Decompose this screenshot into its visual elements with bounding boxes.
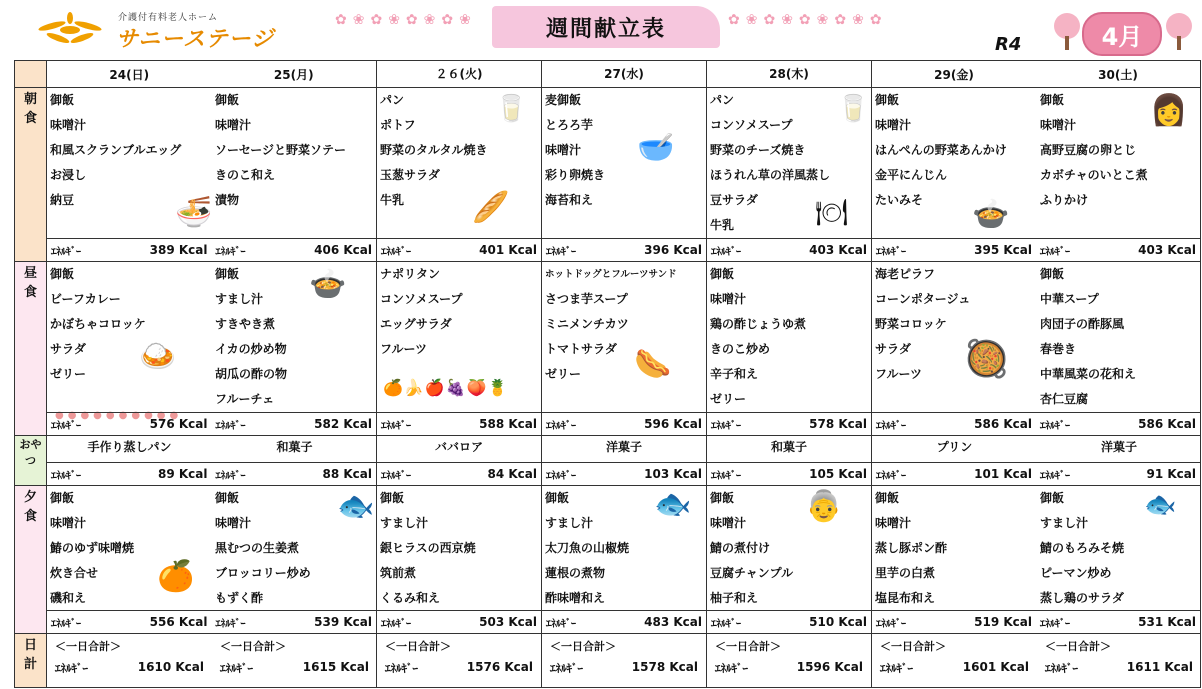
dish: フルーチェ [215,392,275,406]
lunch-cell [377,262,542,436]
dish: 御飯 [710,491,735,505]
lunch-cell-pair [47,262,377,436]
total-caption: ＜一日合計＞ [55,640,121,653]
dish: 中華風菜の花和え [1040,367,1137,381]
lunch-cell [542,262,707,436]
dish: すまし汁 [1040,516,1089,530]
dish: すきやき煮 [215,317,276,331]
dinner-cell [707,486,872,634]
dish: イカの炒め物 [215,342,287,356]
dish: 蒸し鶏のサラダ [1040,591,1124,605]
snack-label: おや つ [15,436,47,486]
dish: 里芋の白煮 [875,566,936,580]
dish: 味噌汁 [50,118,87,132]
dish: ナポリタン [380,267,441,281]
dish: 海老ピラフ [875,267,936,281]
dish: 辛子和え [710,367,759,381]
dish: 御飯 [50,93,75,107]
total-energy: ｴﾈﾙｷﾞｰ 1610 Kcal [55,660,204,675]
day-header-row [15,61,1201,88]
dish: 金平にんじん [875,168,948,182]
energy-row: ｴﾈﾙｷﾞｰ 403 Kcal [707,238,871,261]
total-cell [377,634,542,688]
milk-icon: 🥛 [837,94,870,124]
dish: 御飯 [545,491,570,505]
dish: 御飯 [215,267,240,281]
total-caption: ＜一日合計＞ [880,640,946,653]
page-title: 週間献立表 [492,6,720,48]
snack-name: 洋菓子 [1100,440,1137,454]
dish: はんぺんの野菜あんかけ [875,143,1007,157]
dish: 塩昆布和え [875,591,936,605]
dish: ポトフ [380,118,416,132]
energy-row: ｴﾈﾙｷﾞｰ 483 Kcal [542,610,706,633]
day-label: 24(日) [109,67,150,82]
snack-name: プリン [936,440,973,454]
dish: 漬物 [215,193,240,207]
snack-cell-pair [872,436,1201,486]
sun-logo-icon [30,12,110,48]
ankake-icon: 🍲 [972,197,1010,232]
day-label: 25(月) [273,67,314,82]
dish: ソーセージと野菜ソテー [215,143,347,157]
dish: 玉葱サラダ [380,168,440,182]
dish: 野菜のタルタル焼き [380,143,488,157]
snack-cell-pair [47,436,377,486]
dinner-cell [542,486,707,634]
energy-row: ｴﾈﾙｷﾞｰ 401 Kcal [377,238,541,261]
dish: ホットドッグとフルーツサンド [545,269,677,280]
dish: すまし汁 [380,516,429,530]
dinner-label: 夕 食 [15,486,47,634]
dish: 味噌汁 [50,516,87,530]
energy-row: ｴﾈﾙｷﾞｰ 89 Kcal ｴﾈﾙｷﾞｰ 88 Kcal [47,462,376,485]
total-caption: ＜一日合計＞ [715,640,781,653]
fish-icon: 🐟 [1144,490,1177,520]
total-cell-pair [872,634,1201,688]
dish: 胡瓜の酢の物 [215,367,288,381]
dish: 味噌汁 [875,118,912,132]
dish: すまし汁 [215,292,264,306]
dish: ビーフカレー [50,292,121,306]
dish: 中華スープ [1040,292,1099,306]
dish: ゼリー [50,367,87,381]
cherry-tree-icon [1162,12,1196,50]
pilaf-plate-icon: 🥘 [964,339,1009,380]
dish: エッグサラダ [380,317,452,331]
total-energy: ｴﾈﾙｷﾞｰ 1611 Kcal [1045,660,1193,675]
breakfast-cell [377,88,542,262]
dish: 肉団子の酢豚風 [1040,317,1125,331]
dish: 味噌汁 [545,143,582,157]
curry-rice-icon: 🍛 [139,339,177,374]
dish: カボチャのいとこ煮 [1040,168,1148,182]
snack-cell [707,436,872,486]
total-energy: ｴﾈﾙｷﾞｰ 1601 Kcal [880,660,1029,675]
snack-row [15,436,1201,486]
total-cell [707,634,872,688]
energy-row: ｴﾈﾙｷﾞｰ 519 Kcal ｴﾈﾙｷﾞｰ 531 Kcal [872,610,1200,633]
energy-row: ｴﾈﾙｷﾞｰ 101 Kcal ｴﾈﾙｷﾞｰ 91 Kcal [872,462,1200,485]
dish: フルーツ [875,367,923,381]
total-caption: ＜一日合計＞ [220,640,286,653]
natto-bowl-icon: 🍜 [175,195,213,230]
dish: きのこ和え [215,168,276,182]
dish: ピーマン炒め [1040,566,1112,580]
dish: 御飯 [50,267,75,281]
total-energy: ｴﾈﾙｷﾞｰ 1596 Kcal [715,660,863,675]
dish: サラダ [50,342,86,356]
total-cell [542,634,707,688]
snack-name: 手作り蒸しパン [87,440,172,454]
breakfast-cell-pair [872,88,1201,262]
snack-name: 和菓子 [276,440,313,454]
day-header [47,61,377,88]
energy-row: ｴﾈﾙｷﾞｰ 510 Kcal [707,610,871,633]
energy-row: ｴﾈﾙｷﾞｰ 556 Kcal ｴﾈﾙｷﾞｰ 539 Kcal [47,610,376,633]
dish: 高野豆腐の卵とじ [1040,143,1137,157]
breakfast-cell [542,88,707,262]
dish: 野菜のチーズ焼き [710,143,806,157]
dish: 鯖のもろみそ焼 [1040,541,1125,555]
dish: 御飯 [875,491,900,505]
breakfast-label: 朝 食 [15,88,47,262]
snack-name: 和菓子 [770,440,807,454]
dish: 蒸し豚ポン酢 [875,541,948,555]
plate-icon: 🍽 [815,198,849,228]
day-header: ２６(火) [377,61,542,88]
total-caption: ＜一日合計＞ [550,640,616,653]
dish: きのこ炒め [710,342,771,356]
dish: ゼリー [710,392,747,406]
dish: 太刀魚の山椒焼 [545,541,630,555]
dish: 炊き合せ [50,566,99,580]
dish: ほうれん草の洋風蒸し [710,168,831,182]
dish: 御飯 [1040,267,1065,281]
grandmother-icon: 👵 [805,489,843,524]
dish: ゼリー [545,367,582,381]
energy-row: ｴﾈﾙｷﾞｰ 396 Kcal [542,238,706,261]
total-cell-pair [47,634,377,688]
dish: 鶏の酢じょうゆ煮 [710,317,807,331]
dish: 豆サラダ [710,193,758,207]
dish: コンソメスープ [710,118,793,132]
dish: フルーツ [380,342,428,356]
dish: 御飯 [215,491,240,505]
energy-row: ｴﾈﾙｷﾞｰ 586 Kcal ｴﾈﾙｷﾞｰ 586 Kcal [872,412,1200,435]
energy-row: ｴﾈﾙｷﾞｰ 103 Kcal [542,462,706,485]
dish: 黒むつの生姜煮 [215,541,300,555]
dish: 御飯 [1040,93,1065,107]
snack-name: 洋菓子 [605,440,642,454]
total-energy: ｴﾈﾙｷﾞｰ 1615 Kcal [220,660,369,675]
year-label: R4 [995,34,1022,55]
grilled-fish-icon: 🐟 [337,489,375,524]
corner-cell [15,61,47,88]
dish: コーンポタージュ [875,292,971,306]
dish: 彩り卵焼き [545,168,606,182]
day-header: 27(水) [542,61,707,88]
dish: コンソメスープ [380,292,463,306]
header [0,0,1202,60]
day-header: 28(木) [707,61,872,88]
dish: 杏仁豆腐 [1040,392,1089,406]
hotdog-icon: 🌭 [634,347,672,382]
dish: 豆腐チャンプル [710,566,794,580]
dish: パン [710,93,735,107]
dish: 味噌汁 [710,292,747,306]
dinner-cell-pair [47,486,377,634]
energy-row: ｴﾈﾙｷﾞｰ 588 Kcal [377,412,541,435]
snack-cell [377,436,542,486]
dish: お浸し [50,168,87,182]
flowers-decoration-right: ✿❀✿❀✿❀✿❀✿ [728,12,888,28]
sukiyaki-pot-icon: 🍲 [309,267,347,302]
tororo-bowl-icon: 🥣 [637,130,675,165]
total-energy: ｴﾈﾙｷﾞｰ 1576 Kcal [385,660,533,675]
dish: トマトサラダ [545,342,617,356]
dish: サラダ [875,342,911,356]
dish: 春巻き [1040,342,1077,356]
total-label: 日 計 [15,634,47,688]
total-caption: ＜一日合計＞ [1045,640,1111,653]
logo-subtitle: 介護付有料老人ホーム [118,13,219,23]
breakfast-cell-pair [47,88,377,262]
dish: 味噌汁 [215,516,252,530]
bread-icon: 🥖 [472,190,510,225]
weekly-menu-table [14,60,1201,688]
logo-name: サニーステージ [116,27,275,52]
flowers-decoration-left: ✿❀✿❀✿❀✿❀ [335,12,477,28]
dish: もずく酢 [215,591,264,605]
day-label: 29(金) [934,67,974,82]
dish: 味噌汁 [1040,118,1077,132]
energy-row: ｴﾈﾙｷﾞｰ 84 Kcal [377,462,541,485]
dots-decoration: ●●●●●●●●●● [55,410,183,421]
dish: 牛乳 [380,193,405,207]
dish: とろろ芋 [545,118,594,132]
dish: 御飯 [50,491,75,505]
snack-cell [542,436,707,486]
dinner-row [15,486,1201,634]
day-header [872,61,1201,88]
dish: 御飯 [875,93,900,107]
dish: 御飯 [710,267,735,281]
total-caption: ＜一日合計＞ [385,640,451,653]
energy-row: ｴﾈﾙｷﾞｰ 503 Kcal [377,610,541,633]
dish: 御飯 [1040,491,1065,505]
dish: 蓮根の煮物 [545,566,606,580]
dish: 味噌汁 [875,516,912,530]
breakfast-row [15,88,1201,262]
dish: 磯和え [50,591,87,605]
energy-row: ｴﾈﾙｷﾞｰ 395 Kcal ｴﾈﾙｷﾞｰ 403 Kcal [872,238,1200,261]
dish: 鯖の煮付け [710,541,771,555]
dish: 酢味噌和え [545,591,606,605]
energy-row: ｴﾈﾙｷﾞｰ 105 Kcal [707,462,871,485]
dish: さつま芋スープ [545,292,628,306]
dish: 銀ヒラスの西京焼 [380,541,476,555]
month-badge: 4月 [1082,12,1162,56]
energy-row: ｴﾈﾙｷﾞｰ 578 Kcal [707,412,871,435]
dish: 納豆 [50,193,75,207]
energy-row: ｴﾈﾙｷﾞｰ 576 Kcal ｴﾈﾙｷﾞｰ 582 Kcal [47,412,376,435]
dinner-cell-pair [872,486,1201,634]
dish: くるみ和え [380,591,441,605]
dish: 柚子和え [710,591,759,605]
dish: 味噌汁 [710,516,747,530]
dish: 和風スクランブルエッグ [50,143,182,157]
total-energy: ｴﾈﾙｷﾞｰ 1578 Kcal [550,660,698,675]
woman-eating-icon: 👩 [1150,93,1188,128]
lunch-label: 昼 食 [15,262,47,436]
dish: 御飯 [380,491,405,505]
lunch-cell-pair [872,262,1201,436]
dish: ふりかけ [1040,193,1089,207]
daily-total-row [15,634,1201,688]
lunch-cell [707,262,872,436]
dish: ミニメンチカツ [545,317,629,331]
yuzu-icon: 🍊 [157,559,195,594]
swordfish-icon: 🐟 [654,487,692,522]
dish: 御飯 [215,93,240,107]
dish: 野菜コロッケ [875,317,947,331]
dish: ブロッコリー炒め [215,566,311,580]
milk-icon: 🥛 [495,94,528,124]
day-label: 30(土) [1098,67,1138,82]
dish: 味噌汁 [215,118,252,132]
energy-row: ｴﾈﾙｷﾞｰ 389 Kcal ｴﾈﾙｷﾞｰ 406 Kcal [47,238,376,261]
dish: パン [380,93,405,107]
dish: 麦御飯 [545,93,582,107]
cherry-tree-icon [1050,12,1084,50]
dish: すまし汁 [545,516,594,530]
fruits-icon: 🍊🍌🍎🍇🍑🍍 [383,378,509,397]
breakfast-cell [707,88,872,262]
dish: 海苔和え [545,193,594,207]
snack-name: ババロア [434,440,483,454]
dinner-cell [377,486,542,634]
dish: 牛乳 [710,218,735,232]
energy-row: ｴﾈﾙｷﾞｰ 596 Kcal [542,412,706,435]
dish: たいみそ [875,193,924,207]
lunch-row [15,262,1201,436]
dish: 鰆のゆず味噌焼 [50,541,135,555]
dish: 筑前煮 [380,566,417,580]
dish: かぼちゃコロッケ [50,317,146,331]
